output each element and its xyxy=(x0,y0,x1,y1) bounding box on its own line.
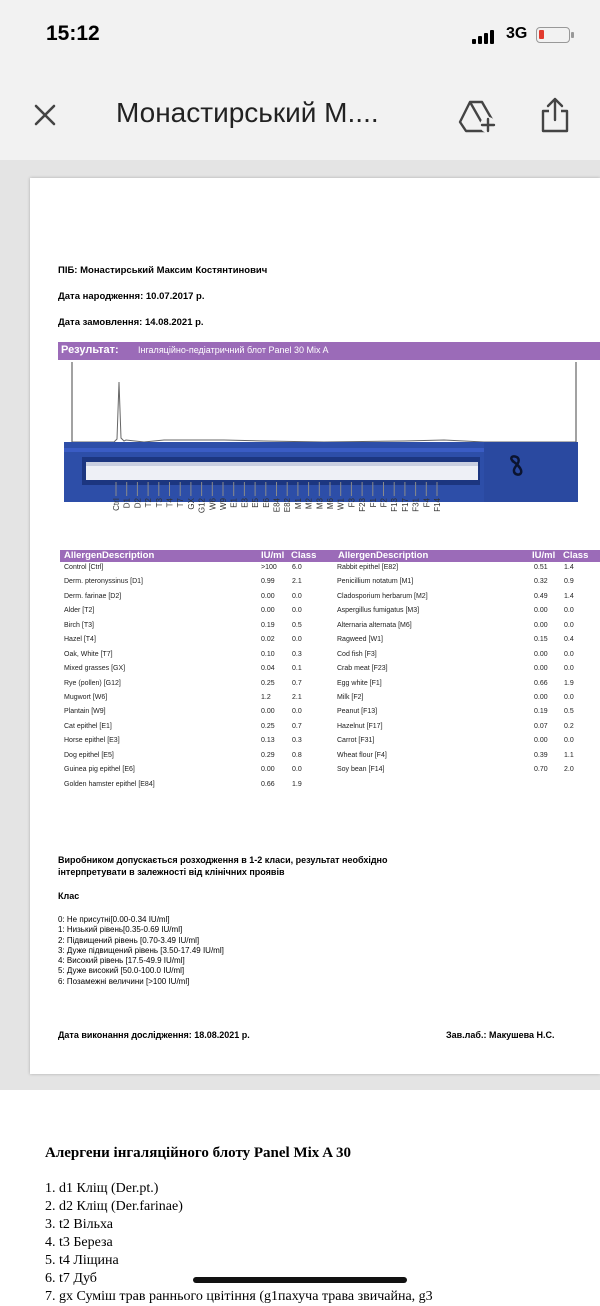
allergen-class: 0.5 xyxy=(564,708,574,716)
battery-icon xyxy=(536,27,570,43)
allergen-name: Penicillium notatum [M1] xyxy=(337,578,414,586)
close-icon[interactable] xyxy=(30,100,60,130)
allergen-row xyxy=(64,723,324,737)
allergen-row xyxy=(337,578,597,592)
allergen-list-item: 2. d2 Кліщ (Der.farinae) xyxy=(45,1199,183,1214)
allergen-name: Cladosporium herbarum [M2] xyxy=(337,592,428,600)
allergen-name: Plantain [W9] xyxy=(64,708,106,716)
strip-label: F4 xyxy=(422,498,432,508)
allergen-row xyxy=(64,636,324,650)
allergen-class: 0.0 xyxy=(564,693,574,701)
strip-label: F14 xyxy=(433,498,442,512)
allergen-iu: 0.00 xyxy=(261,592,275,600)
allergen-table-header xyxy=(60,550,600,562)
strip-label: GX xyxy=(186,498,196,510)
result-bar xyxy=(58,342,600,360)
blot-strip-image xyxy=(64,362,578,548)
allergen-class: 6.0 xyxy=(292,564,302,571)
class-legend-item: 6: Позамежні величини [>100 IU/ml] xyxy=(58,976,190,986)
iu-header-left: IU/ml xyxy=(261,550,285,561)
strip-label: M3 xyxy=(315,498,325,510)
order-date: Дата замовлення: 14.08.2021 р. xyxy=(58,317,204,328)
allergen-list-right xyxy=(337,564,597,781)
strip-label: W9 xyxy=(219,498,228,510)
allergen-iu: 0.51 xyxy=(534,564,548,571)
allergen-row xyxy=(64,564,324,578)
document-title: Монастирський М.... xyxy=(116,97,379,128)
allergen-row xyxy=(337,766,597,780)
allergen-name: Egg white [F1] xyxy=(337,679,382,687)
allergen-class: 1.4 xyxy=(564,564,574,571)
strip-label: E84 xyxy=(272,498,282,513)
class-legend-item: 5: Дуже високий [50.0-100.0 IU/ml] xyxy=(58,966,185,976)
strip-label: E82 xyxy=(283,498,293,513)
execution-date: Дата виконання дослідження: 18.08.2021 р. xyxy=(58,1030,250,1040)
allergen-iu: 0.10 xyxy=(261,650,275,658)
class-title: Клас xyxy=(58,891,80,901)
strip-label: M2 xyxy=(304,498,314,510)
allergen-class: 0.0 xyxy=(292,708,302,716)
allergen-name: Mugwort [W6] xyxy=(64,693,108,701)
allergen-row xyxy=(64,766,324,780)
allergen-row xyxy=(64,593,324,607)
allergen-list-title: Алергени інгаляційного блоту Panel Mix A 30 xyxy=(45,1145,351,1161)
desc-header-right: AllergenDescription xyxy=(338,550,429,561)
strip-label: M1 xyxy=(293,498,303,510)
allergen-row xyxy=(337,694,597,708)
allergen-name: Cod fish [F3] xyxy=(337,650,377,658)
add-to-drive-icon[interactable] xyxy=(458,99,498,133)
strip-label: T7 xyxy=(176,498,186,508)
network-type: 3G xyxy=(506,25,528,42)
home-indicator[interactable] xyxy=(193,1277,407,1283)
allergen-name: Milk [F2] xyxy=(337,693,364,701)
allergen-row xyxy=(337,651,597,665)
allergen-iu: 0.15 xyxy=(534,636,548,644)
allergen-class: 2.1 xyxy=(292,693,302,701)
patient-name: ПІБ: Монастирський Максим Костянтинович xyxy=(58,265,268,276)
desc-header-left: AllergenDescription xyxy=(64,550,155,561)
allergen-name: Peanut [F13] xyxy=(337,708,378,716)
allergen-name: Hazel [T4] xyxy=(64,636,96,644)
allergen-name: Ragweed [W1] xyxy=(337,636,383,644)
allergen-class: 1.9 xyxy=(564,679,574,687)
allergen-name: Guinea pig epithel [E6] xyxy=(64,766,135,774)
allergen-name: Cat epithel [E1] xyxy=(64,722,112,730)
allergen-row xyxy=(337,564,597,578)
strip-label: F13 xyxy=(390,498,400,512)
allergen-row xyxy=(337,680,597,694)
allergen-row xyxy=(64,737,324,751)
allergen-iu: 0.04 xyxy=(261,665,275,673)
allergen-class: 0.0 xyxy=(292,607,302,615)
allergen-row xyxy=(337,622,597,636)
allergen-iu: >100 xyxy=(261,564,277,571)
lab-signature: Зав.лаб.: Макушева Н.С. xyxy=(446,1030,555,1040)
allergen-iu: 0.00 xyxy=(534,693,548,701)
status-time: 15:12 xyxy=(46,22,100,45)
allergen-list-item: 5. t4 Ліщина xyxy=(45,1253,119,1268)
allergen-iu: 0.00 xyxy=(534,665,548,673)
iu-header-right: IU/ml xyxy=(532,550,556,561)
allergen-row xyxy=(64,752,324,766)
allergen-name: Derm. pteronyssinus [D1] xyxy=(64,578,143,586)
allergen-class: 0.0 xyxy=(564,737,574,745)
allergen-iu: 0.29 xyxy=(261,751,275,759)
allergen-row xyxy=(337,723,597,737)
strip-label: CtrI xyxy=(112,498,121,511)
allergen-name: Wheat flour [F4] xyxy=(337,751,387,759)
class-legend-item: 4: Високий рівень [17.5-49.9 IU/ml] xyxy=(58,956,185,966)
allergen-row xyxy=(64,578,324,592)
allergen-name: Birch [T3] xyxy=(64,621,94,629)
allergen-name: Dog epithel [E5] xyxy=(64,751,114,759)
allergen-list-item: 3. t2 Вільха xyxy=(45,1217,114,1232)
allergen-class: 0.9 xyxy=(564,578,574,586)
strip-label: W1 xyxy=(336,498,346,510)
allergen-iu: 0.49 xyxy=(534,592,548,600)
allergen-class: 0.0 xyxy=(292,636,302,644)
strip-label: E5 xyxy=(251,498,261,508)
allergen-iu: 0.19 xyxy=(261,621,275,629)
strip-label: E6 xyxy=(261,498,271,508)
class-legend xyxy=(58,915,224,987)
allergen-list-item: 4. t3 Береза xyxy=(45,1235,113,1250)
allergen-iu: 0.00 xyxy=(534,621,548,629)
allergen-name: Soy bean [F14] xyxy=(337,766,385,774)
status-bar xyxy=(0,0,600,70)
allergen-iu: 0.70 xyxy=(534,766,548,774)
allergen-name: Control [Ctrl] xyxy=(64,564,104,571)
allergen-iu: 0.25 xyxy=(261,679,275,687)
allergen-iu: 0.00 xyxy=(534,607,548,615)
allergen-row xyxy=(337,752,597,766)
allergen-class: 0.0 xyxy=(564,607,574,615)
allergen-class: 0.0 xyxy=(564,621,574,629)
allergen-iu: 0.32 xyxy=(534,578,548,586)
allergen-class: 0.7 xyxy=(292,722,302,730)
strip-label: G12 xyxy=(197,498,207,514)
allergen-row xyxy=(64,781,324,795)
allergen-row xyxy=(337,737,597,751)
allergen-class: 0.0 xyxy=(292,766,302,774)
allergen-list-item: 7. gx Суміш трав раннього цвітіння (g1пахуча трава звичайна, g3 xyxy=(45,1289,433,1304)
strip-label: D2 xyxy=(133,498,143,509)
strip-label: T4 xyxy=(165,498,175,508)
allergen-iu: 0.39 xyxy=(534,751,548,759)
allergen-class: 0.1 xyxy=(292,665,302,673)
allergen-iu: 0.99 xyxy=(261,578,275,586)
strip-label: D1 xyxy=(122,498,132,509)
allergen-class: 1.9 xyxy=(292,780,302,788)
allergen-iu: 0.00 xyxy=(261,607,275,615)
allergen-class: 0.2 xyxy=(564,722,574,730)
allergen-row xyxy=(64,665,324,679)
allergen-name: Golden hamster epithel [E84] xyxy=(64,780,155,788)
birth-date: Дата народження: 10.07.2017 р. xyxy=(58,291,205,302)
allergen-iu: 0.00 xyxy=(534,737,548,745)
allergen-name: Hazelnut [F17] xyxy=(337,722,383,730)
strip-label: F3 xyxy=(347,498,357,508)
allergen-iu: 0.25 xyxy=(261,722,275,730)
allergen-name: Mixed grasses [GX] xyxy=(64,665,126,673)
share-icon[interactable] xyxy=(538,96,572,134)
allergen-row xyxy=(337,708,597,722)
interpretation-note: Виробником допускається розходження в 1-2 класи, результат необхідно інтерпретувати в залежності від клінічних проявів xyxy=(58,855,388,877)
class-legend-item: 0: Не присутні[0.00-0.34 IU/ml] xyxy=(58,915,170,924)
allergen-iu: 0.19 xyxy=(534,708,548,716)
allergen-class: 0.3 xyxy=(292,737,302,745)
strip-label: M6 xyxy=(326,498,335,510)
allergen-row xyxy=(64,651,324,665)
allergen-row xyxy=(64,607,324,621)
allergen-class: 2.1 xyxy=(292,578,302,586)
allergen-row xyxy=(64,694,324,708)
allergen-name: Oak, White [T7] xyxy=(64,650,113,658)
allergen-iu: 0.02 xyxy=(261,636,275,644)
allergen-name: Horse epithel [E3] xyxy=(64,737,120,745)
class-header-right: Class xyxy=(563,550,589,561)
allergen-name: Alder [T2] xyxy=(64,607,95,615)
allergen-class: 0.0 xyxy=(564,665,574,673)
allergen-name: Derm. farinae [D2] xyxy=(64,592,122,600)
class-legend-item: 3: Дуже підвищений рівень [3.50-17.49 IU/ml] xyxy=(58,945,224,955)
allergen-row xyxy=(337,636,597,650)
allergen-class: 1.4 xyxy=(564,592,574,600)
allergen-row xyxy=(64,708,324,722)
allergen-class: 2.0 xyxy=(564,766,574,774)
allergen-iu: 0.07 xyxy=(534,722,548,730)
allergen-iu: 0.00 xyxy=(261,708,275,716)
strip-label: E3 xyxy=(240,498,250,508)
strip-label: F23 xyxy=(358,498,368,512)
allergen-row xyxy=(64,622,324,636)
allergen-list xyxy=(45,1180,433,1306)
allergen-iu: 0.66 xyxy=(534,679,548,687)
strip-label: E1 xyxy=(229,498,239,508)
allergen-row xyxy=(337,607,597,621)
allergen-row xyxy=(337,665,597,679)
allergen-iu: 0.00 xyxy=(261,766,275,774)
allergen-name: Rye (pollen) [G12] xyxy=(64,679,121,687)
strip-label: T3 xyxy=(154,498,164,508)
strip-label: F31 xyxy=(411,498,421,512)
report-page xyxy=(30,178,600,1074)
allergen-name: Aspergillus fumigatus [M3] xyxy=(337,607,420,615)
class-header-left: Class xyxy=(291,550,317,561)
class-legend-item: 1: Низький рівень[0.35-0.69 IU/ml] xyxy=(58,925,183,935)
allergen-iu: 0.13 xyxy=(261,737,275,745)
strip-label: W6 xyxy=(208,498,218,510)
allergen-class: 0.7 xyxy=(292,679,302,687)
allergen-class: 1.1 xyxy=(564,751,574,759)
allergen-class: 0.3 xyxy=(292,650,302,658)
allergen-list-left xyxy=(64,564,324,795)
allergen-list-item: 1. d1 Кліщ (Der.pt.) xyxy=(45,1181,159,1196)
allergen-class: 0.0 xyxy=(564,650,574,658)
allergen-iu: 0.66 xyxy=(261,780,275,788)
allergen-class: 0.8 xyxy=(292,751,302,759)
allergen-name: Carrot [F31] xyxy=(337,737,375,745)
allergen-class: 0.4 xyxy=(564,636,574,644)
strip-label: F17 xyxy=(400,498,410,512)
allergen-iu: 0.00 xyxy=(534,650,548,658)
class-legend-item: 2: Підвищений рівень [0.70-3.49 IU/ml] xyxy=(58,935,200,945)
allergen-iu: 1.2 xyxy=(261,693,271,701)
strip-label: F2 xyxy=(379,498,389,508)
allergen-name: Crab meat [F23] xyxy=(337,665,388,673)
allergen-class: 0.5 xyxy=(292,621,302,629)
allergen-row xyxy=(337,593,597,607)
result-value: Інгаляційно-педіатричний блот Panel 30 Mix A xyxy=(138,345,329,355)
result-label: Результат: xyxy=(61,344,119,356)
allergen-class: 0.0 xyxy=(292,592,302,600)
allergen-row xyxy=(64,680,324,694)
signal-icon xyxy=(472,30,500,44)
allergen-list-item: 6. t7 Дуб xyxy=(45,1271,97,1286)
strip-label: T2 xyxy=(144,498,154,508)
allergen-name: Alternaria alternata [M6] xyxy=(337,621,412,629)
allergen-name: Rabbit epithel [E82] xyxy=(337,564,399,571)
strip-label: F1 xyxy=(368,498,378,508)
